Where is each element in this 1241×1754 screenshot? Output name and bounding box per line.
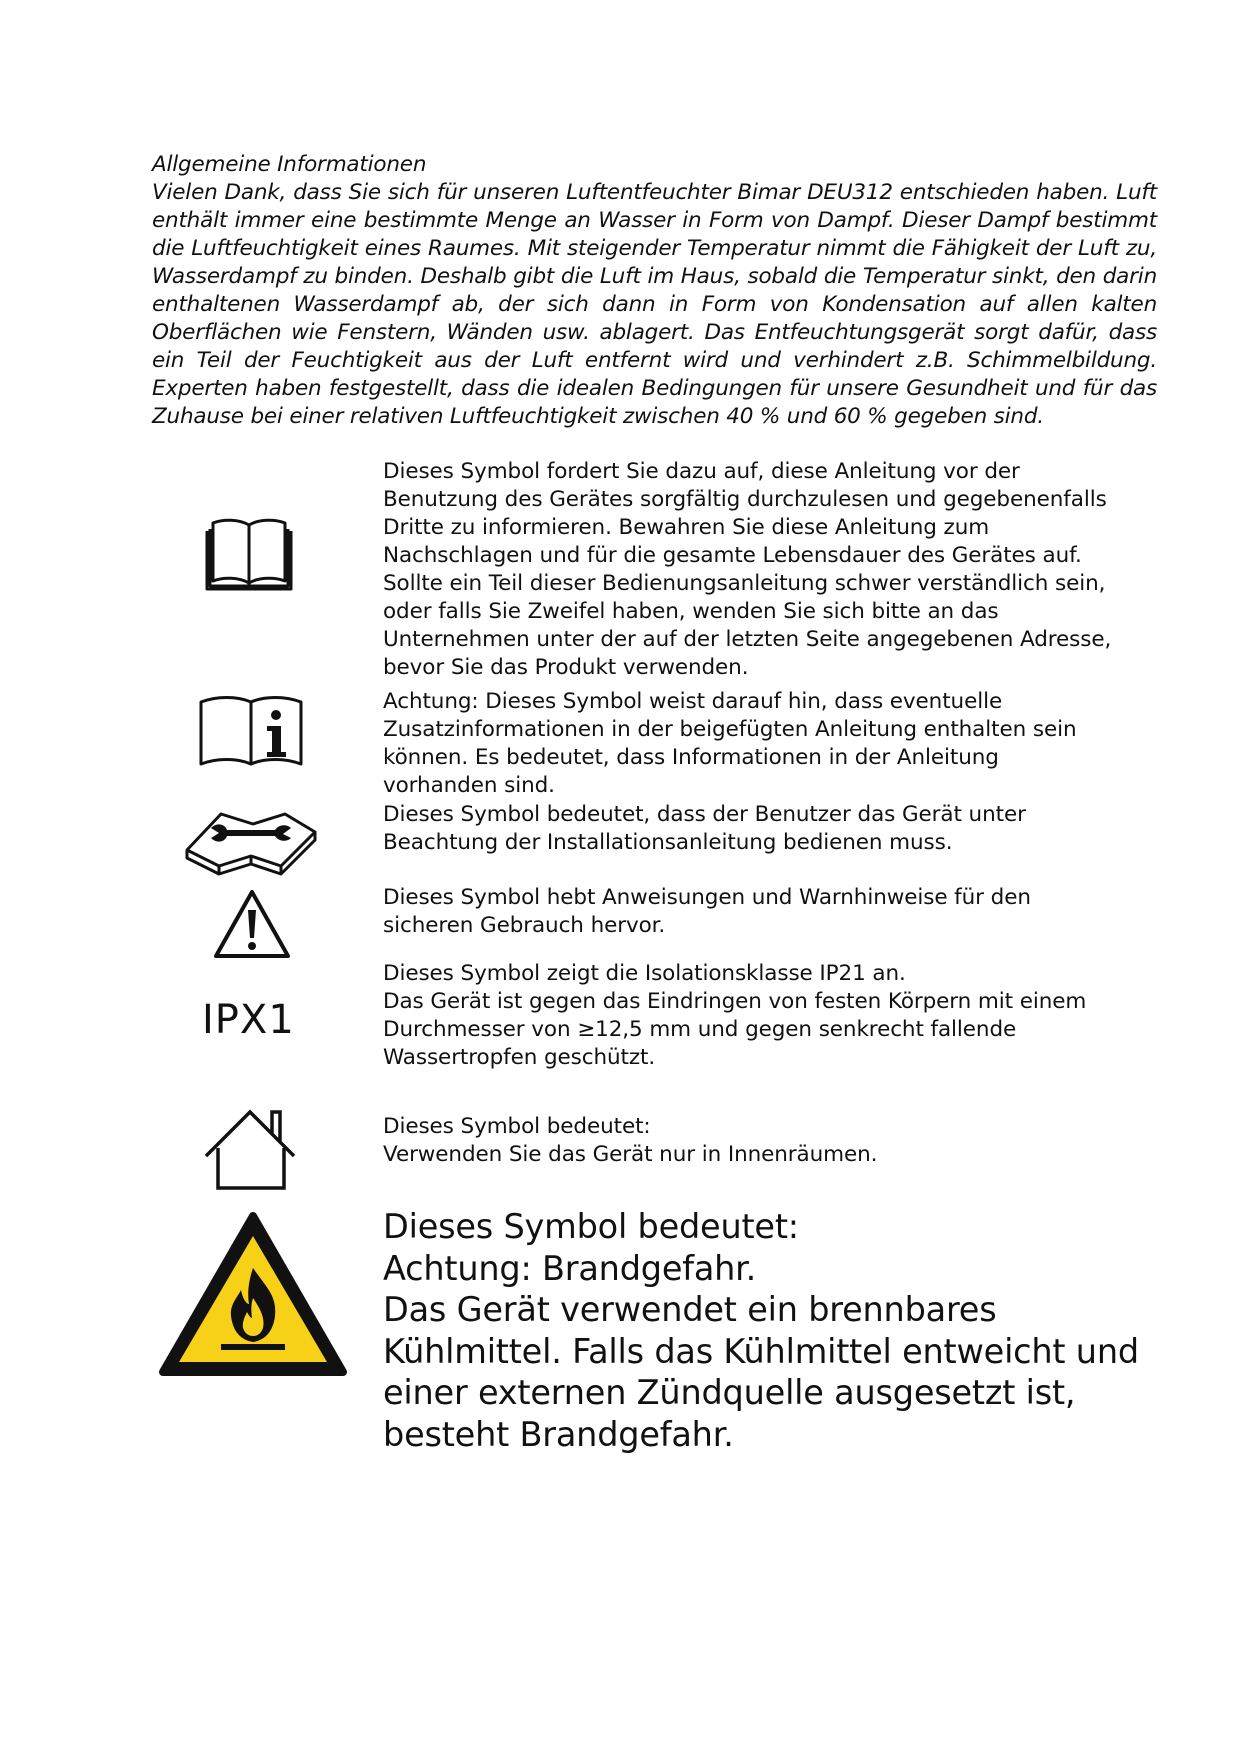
symbol-text-indoor: Dieses Symbol bedeutet: Verwenden Sie das Gerät nur in Innenräumen. bbox=[383, 1114, 878, 1167]
open-book-icon bbox=[201, 515, 297, 593]
ip-rating-label: IPX1 bbox=[202, 997, 295, 1043]
flammable-warning-icon bbox=[157, 1210, 349, 1380]
symbol-text-ip: Dieses Symbol zeigt die Isolationsklasse IP21 an. Das Gerät ist gegen das Eindringen von festen Körpern mit einem Durchmesser von ≥12,5 mm und gegen senkrecht fallende Wassertropfen geschützt. bbox=[383, 961, 1087, 1070]
symbol-text-fire: Dieses Symbol bedeutet: Achtung: Brandgefahr. Das Gerät verwendet ein brennbares Kühlmittel. Falls das Kühlmittel entweicht und einer externen Zündquelle ausgesetzt ist, besteht Brandgefahr. bbox=[383, 1207, 1139, 1454]
symbol-text-info: Achtung: Dieses Symbol weist darauf hin, dass eventuelle Zusatzinformationen in der beigefügten Anleitung enthalten sein können. Es bedeutet, dass Informationen in der Anleitung vorhanden sind. bbox=[383, 689, 1077, 798]
intro-heading: Allgemeine Informationen bbox=[152, 152, 427, 177]
intro-paragraph: Vielen Dank, dass Sie sich für unseren Luftentfeuchter Bimar DEU312 entschieden haben. Luft enthält immer eine bestimmte Menge an Wasser in Form von Dampf. Dieser Dampf bestimmt die Luftfeuchtigkeit eines Raumes. Mit steigender Temperatur nimmt die Fähigkeit der Luft zu, Wasserdampf zu binden. Deshalb gibt die Luft im Haus, sobald die Temperatur sinkt, den darin enthaltenen Wasserdampf ab, der sich dann in Form von Kondensation auf allen kalten Oberflächen wie Fenstern, Wänden usw. ablagert. Das Entfeuchtungsgerät sorgt dafür, dass ein Teil der Feuchtigkeit aus der Luft entfernt wird und verhindert z.B. Schimmelbildung. Experten haben festgestellt, dass die idealen Bedingungen für unsere Gesundheit und für das Zuhause bei einer relativen Luftfeuchtigkeit zwischen 40 % und 60 % gegeben sind. bbox=[152, 180, 1157, 429]
house-icon bbox=[202, 1106, 298, 1192]
intro-section bbox=[152, 151, 1157, 431]
symbol-text-manual: Dieses Symbol fordert Sie dazu auf, diese Anleitung vor der Benutzung des Gerätes sorgfältig durchzulesen und gegebenenfalls Dritte zu informieren. Bewahren Sie diese Anleitung zum Nachschlagen und für die gesamte Lebensdauer des Gerätes auf. Sollte ein Teil dieser Bedienungsanleitung schwer verständlich sein, oder falls Sie Zweifel haben, wenden Sie sich bitte an das Unternehmen unter der auf der letzten Seite angegebenen Adresse, bevor Sie das Produkt verwenden. bbox=[383, 459, 1112, 680]
info-book-icon bbox=[197, 694, 305, 770]
wrench-book-icon bbox=[183, 806, 318, 876]
symbol-text-warning: Dieses Symbol hebt Anweisungen und Warnhinweise für den sicheren Gebrauch hervor. bbox=[383, 885, 1031, 938]
symbol-text-installation: Dieses Symbol bedeutet, dass der Benutzer das Gerät unter Beachtung der Installationsanleitung bedienen muss. bbox=[383, 802, 1026, 855]
warning-triangle-icon bbox=[212, 888, 292, 960]
